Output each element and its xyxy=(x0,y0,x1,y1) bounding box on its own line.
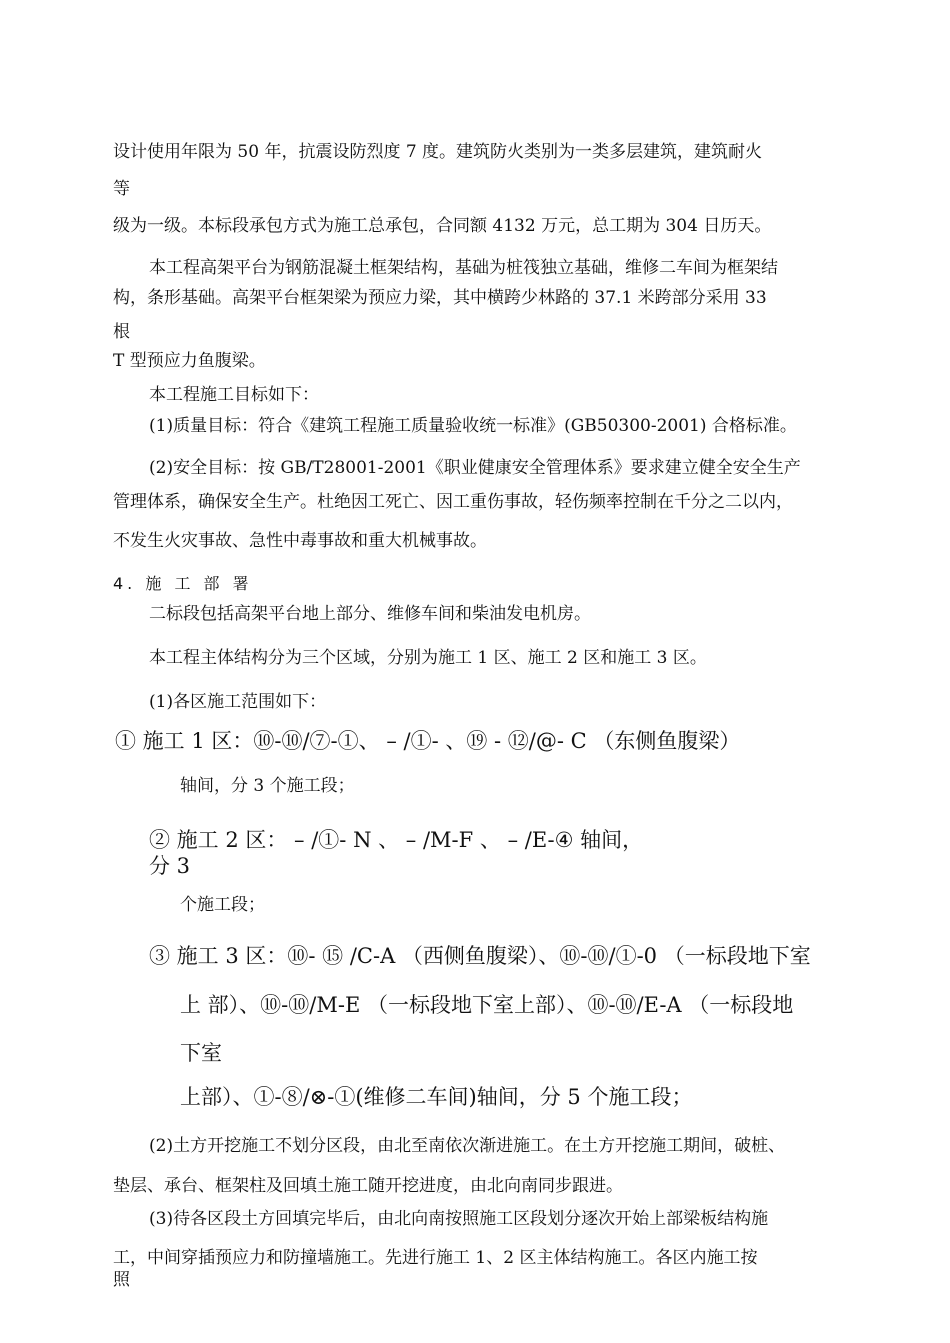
text-line: T 型预应力鱼腹梁。 xyxy=(113,351,266,371)
text-line: 根 xyxy=(113,322,130,342)
text-line: 上 部）、⑩-⑩/M-E （一标段地下室上部）、⑩-⑩/E-A （一标段地 xyxy=(180,993,794,1017)
text-line: ① 施工 1 区：⑩-⑩/⑦-①、 – /①- 、⑲ - ⑫/@- C （东侧鱼腹梁） xyxy=(115,729,741,753)
text-line: 照 xyxy=(113,1270,130,1290)
text-line: 轴间，分 3 个施工段； xyxy=(180,776,355,796)
text-line: 二标段包括高架平台地上部分、维修车间和柴油发电机房。 xyxy=(149,604,591,624)
text-line: 构，条形基础。高架平台框架梁为预应力梁，其中横跨少林路的 37.1 米跨部分采用 33 xyxy=(113,288,767,308)
text-line: (1)质量目标：符合《建筑工程施工质量验收统一标准》(GB50300-2001) 合格标准。 xyxy=(149,416,797,436)
text-line: 等 xyxy=(113,179,130,199)
text-line: ③ 施工 3 区：⑩- ⑮ /C-A （西侧鱼腹梁）、⑩-⑩/①-0 （一标段地下室 xyxy=(149,944,811,968)
text-line: 下室 xyxy=(180,1041,222,1065)
text-line: (2)安全目标：按 GB/T28001-2001《职业健康安全管理体系》要求建立健全安全生产 xyxy=(149,458,801,478)
text-line: (1)各区施工范围如下： xyxy=(149,692,327,712)
text-line: 管理体系，确保安全生产。杜绝因工死亡、因工重伤事故，轻伤频率控制在千分之二以内， xyxy=(113,492,793,512)
text-line: 本工程施工目标如下： xyxy=(149,385,319,405)
section-heading: 4. 施 工 部 署 xyxy=(113,574,253,593)
text-line: 级为一级。本标段承包方式为施工总承包，合同额 4132 万元，总工期为 304 日历天。 xyxy=(113,216,772,236)
text-line: 个施工段； xyxy=(180,895,265,915)
text-line: 设计使用年限为 50 年，抗震设防烈度 7 度。建筑防火类别为一类多层建筑，建筑耐火 xyxy=(113,142,763,162)
text-line: (2)土方开挖施工不划分区段，由北至南依次渐进施工。在土方开挖施工期间，破桩、 xyxy=(149,1136,786,1156)
text-line: 垫层、承台、框架柱及回填土施工随开挖进度，由北向南同步跟进。 xyxy=(113,1176,623,1196)
text-line: ② 施工 2 区： – /①- N 、 – /M-F 、 – /E-④ 轴间， xyxy=(149,828,644,852)
text-line: (3)待各区段土方回填完毕后，由北向南按照施工区段划分逐次开始上部梁板结构施 xyxy=(149,1209,769,1229)
text-line: 不发生火灾事故、急性中毒事故和重大机械事故。 xyxy=(113,531,487,551)
text-line: 本工程高架平台为钢筋混凝土框架结构，基础为桩筏独立基础，维修二车间为框架结 xyxy=(149,258,778,278)
text-line: 工，中间穿插预应力和防撞墙施工。先进行施工 1、2 区主体结构施工。各区内施工按 xyxy=(113,1248,758,1268)
text-line: 上部）、①-⑧/⊗-①(维修二车间)轴间，分 5 个施工段； xyxy=(180,1085,693,1109)
text-line: 本工程主体结构分为三个区域，分别为施工 1 区、施工 2 区和施工 3 区。 xyxy=(149,648,707,668)
text-line: 分 3 xyxy=(149,854,191,878)
